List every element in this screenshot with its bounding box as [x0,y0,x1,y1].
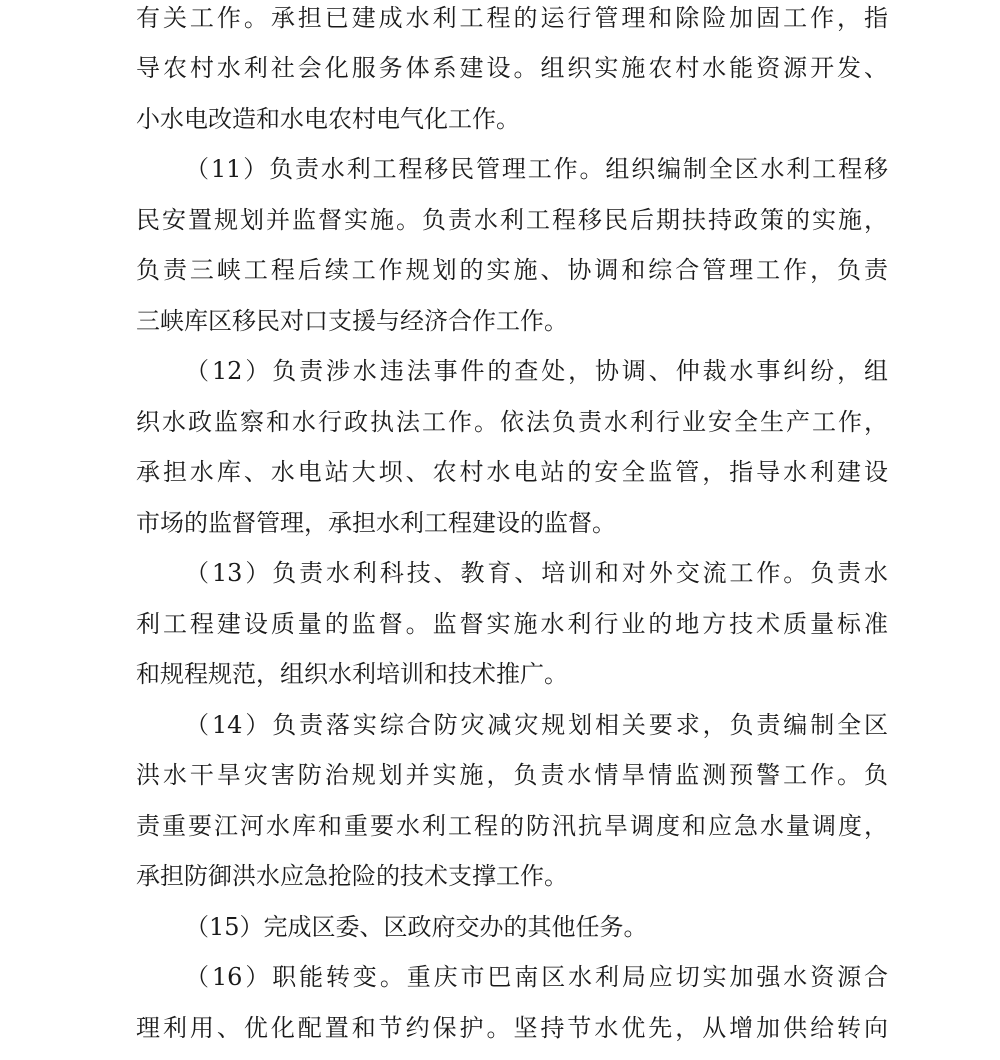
paragraph-16-start: （16）职能转变。重庆市巴南区水利局应切实加强水资源合 [185,963,888,991]
text-line: 承担防御洪水应急抢险的技术支撑工作。 [136,862,568,890]
text-line: 理利用、优化配置和节约保护。坚持节水优先，从增加供给转向 [136,1014,888,1042]
text-line: 织水政监察和水行政执法工作。依法负责水利行业安全生产工作， [136,408,888,436]
text-line: 三峡库区移民对口支援与经济合作工作。 [136,307,568,335]
paragraph-11-start: （11）负责水利工程移民管理工作。组织编制全区水利工程移 [185,155,888,183]
text-line: 负责三峡工程后续工作规划的实施、协调和综合管理工作，负责 [136,256,888,284]
text-line: 民安置规划并监督实施。负责水利工程移民后期扶持政策的实施， [136,206,888,234]
paragraph-15: （15）完成区委、区政府交办的其他任务。 [185,913,648,941]
paragraph-13-start: （13）负责水利科技、教育、培训和对外交流工作。负责水 [185,559,888,587]
text-line: 利工程建设质量的监督。监督实施水利行业的地方技术质量标准 [136,610,888,638]
paragraph-12-start: （12）负责涉水违法事件的查处，协调、仲裁水事纠纷，组 [185,357,888,385]
text-line: 责重要江河水库和重要水利工程的防汛抗旱调度和应急水量调度， [136,812,888,840]
text-line: 市场的监督管理，承担水利工程建设的监督。 [136,509,616,537]
text-line: 有关工作。承担已建成水利工程的运行管理和除险加固工作，指 [136,4,888,32]
text-line: 承担水库、水电站大坝、农村水电站的安全监管，指导水利建设 [136,458,888,486]
text-line: 和规程规范，组织水利培训和技术推广。 [136,660,568,688]
text-line: 导农村水利社会化服务体系建设。组织实施农村水能资源开发、 [136,54,888,82]
text-line: 洪水干旱灾害防治规划并实施，负责水情旱情监测预警工作。负 [136,761,888,789]
paragraph-14-start: （14）负责落实综合防灾减灾规划相关要求，负责编制全区 [185,711,888,739]
text-line: 小水电改造和水电农村电气化工作。 [136,105,520,133]
